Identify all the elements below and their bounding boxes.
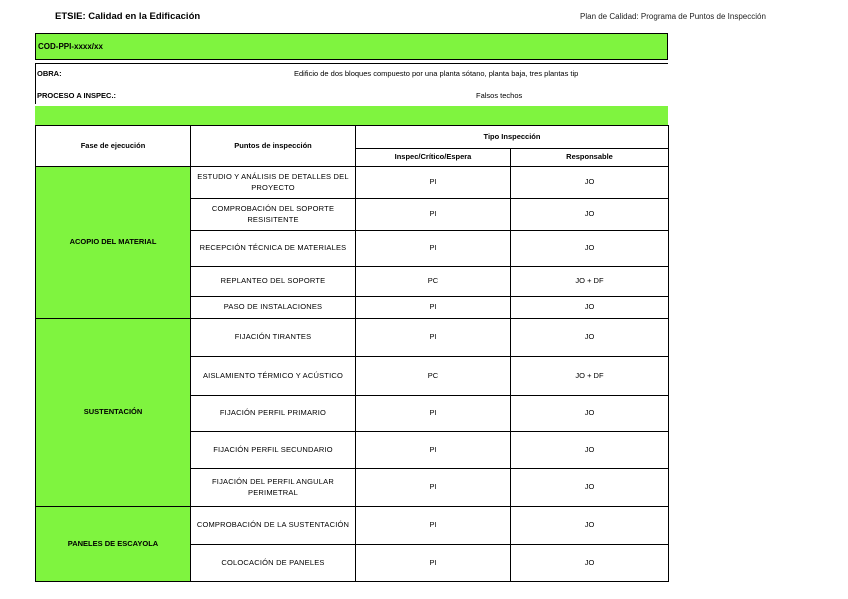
- proceso-label: PROCESO A INSPEC.:: [37, 91, 117, 100]
- green-separator-bar: [35, 106, 668, 125]
- inspection-type: PI: [356, 231, 511, 267]
- responsible: JO: [511, 231, 669, 267]
- responsible: JO: [511, 507, 669, 545]
- inspection-point: AISLAMIENTO TÉRMICO Y ACÚSTICO: [191, 357, 356, 396]
- inspection-table: [35, 125, 669, 582]
- header-responsable: Responsable: [511, 149, 669, 167]
- inspection-type: PI: [356, 167, 511, 199]
- header-inspec: Inspec/Crítico/Espera: [356, 149, 511, 167]
- inspection-type: PI: [356, 432, 511, 469]
- inspection-point: FIJACIÓN DEL PERFIL ANGULAR PERIMETRAL: [191, 469, 356, 507]
- document-header-right: Plan de Calidad: Programa de Puntos de Inspección: [580, 12, 766, 21]
- obra-label: OBRA:: [37, 69, 62, 78]
- table-row: [36, 319, 669, 357]
- code-value: COD-PPI-xxxx/xx: [38, 42, 103, 51]
- inspection-type: PI: [356, 319, 511, 357]
- document-header-left: ETSIE: Calidad en la Edificación: [55, 11, 201, 22]
- inspection-point: RECEPCIÓN TÉCNICA DE MATERIALES: [191, 231, 356, 267]
- responsible: JO: [511, 167, 669, 199]
- inspection-point: ESTUDIO Y ANÁLISIS DE DETALLES DEL PROYECTO: [191, 167, 356, 199]
- inspection-point: COMPROBACIÓN DE LA SUSTENTACIÓN: [191, 507, 356, 545]
- table-row: [36, 507, 669, 545]
- responsible: JO + DF: [511, 267, 669, 297]
- proceso-value: Falsos techos: [476, 91, 523, 100]
- phase-paneles: PANELES DE ESCAYOLA: [36, 507, 191, 582]
- phase-sustentacion: SUSTENTACIÓN: [36, 319, 191, 507]
- responsible: JO: [511, 545, 669, 582]
- table-row: [36, 167, 669, 199]
- responsible: JO + DF: [511, 357, 669, 396]
- phase-acopio: ACOPIO DEL MATERIAL: [36, 167, 191, 319]
- inspection-point: FIJACIÓN TIRANTES: [191, 319, 356, 357]
- responsible: JO: [511, 319, 669, 357]
- inspection-type: PC: [356, 357, 511, 396]
- inspection-type: PI: [356, 469, 511, 507]
- inspection-point: FIJACIÓN PERFIL SECUNDARIO: [191, 432, 356, 469]
- info-block: [35, 63, 668, 104]
- code-bar: [35, 33, 668, 60]
- inspection-type: PI: [356, 507, 511, 545]
- inspection-point: REPLANTEO DEL SOPORTE: [191, 267, 356, 297]
- responsible: JO: [511, 396, 669, 432]
- obra-value: Edificio de dos bloques compuesto por una planta sótano, planta baja, tres plantas tip: [294, 69, 579, 78]
- responsible: JO: [511, 469, 669, 507]
- inspection-type: PI: [356, 297, 511, 319]
- responsible: JO: [511, 297, 669, 319]
- responsible: JO: [511, 199, 669, 231]
- inspection-type: PI: [356, 396, 511, 432]
- inspection-point: FIJACIÓN PERFIL PRIMARIO: [191, 396, 356, 432]
- inspection-type: PC: [356, 267, 511, 297]
- inspection-type: PI: [356, 545, 511, 582]
- inspection-point: COLOCACIÓN DE PANELES: [191, 545, 356, 582]
- header-tipo: Tipo Inspección: [356, 126, 669, 149]
- inspection-type: PI: [356, 199, 511, 231]
- inspection-point: COMPROBACIÓN DEL SOPORTE RESISITENTE: [191, 199, 356, 231]
- inspection-point: PASO DE INSTALACIONES: [191, 297, 356, 319]
- header-puntos: Puntos de inspección: [191, 126, 356, 167]
- responsible: JO: [511, 432, 669, 469]
- header-fase: Fase de ejecución: [36, 126, 191, 167]
